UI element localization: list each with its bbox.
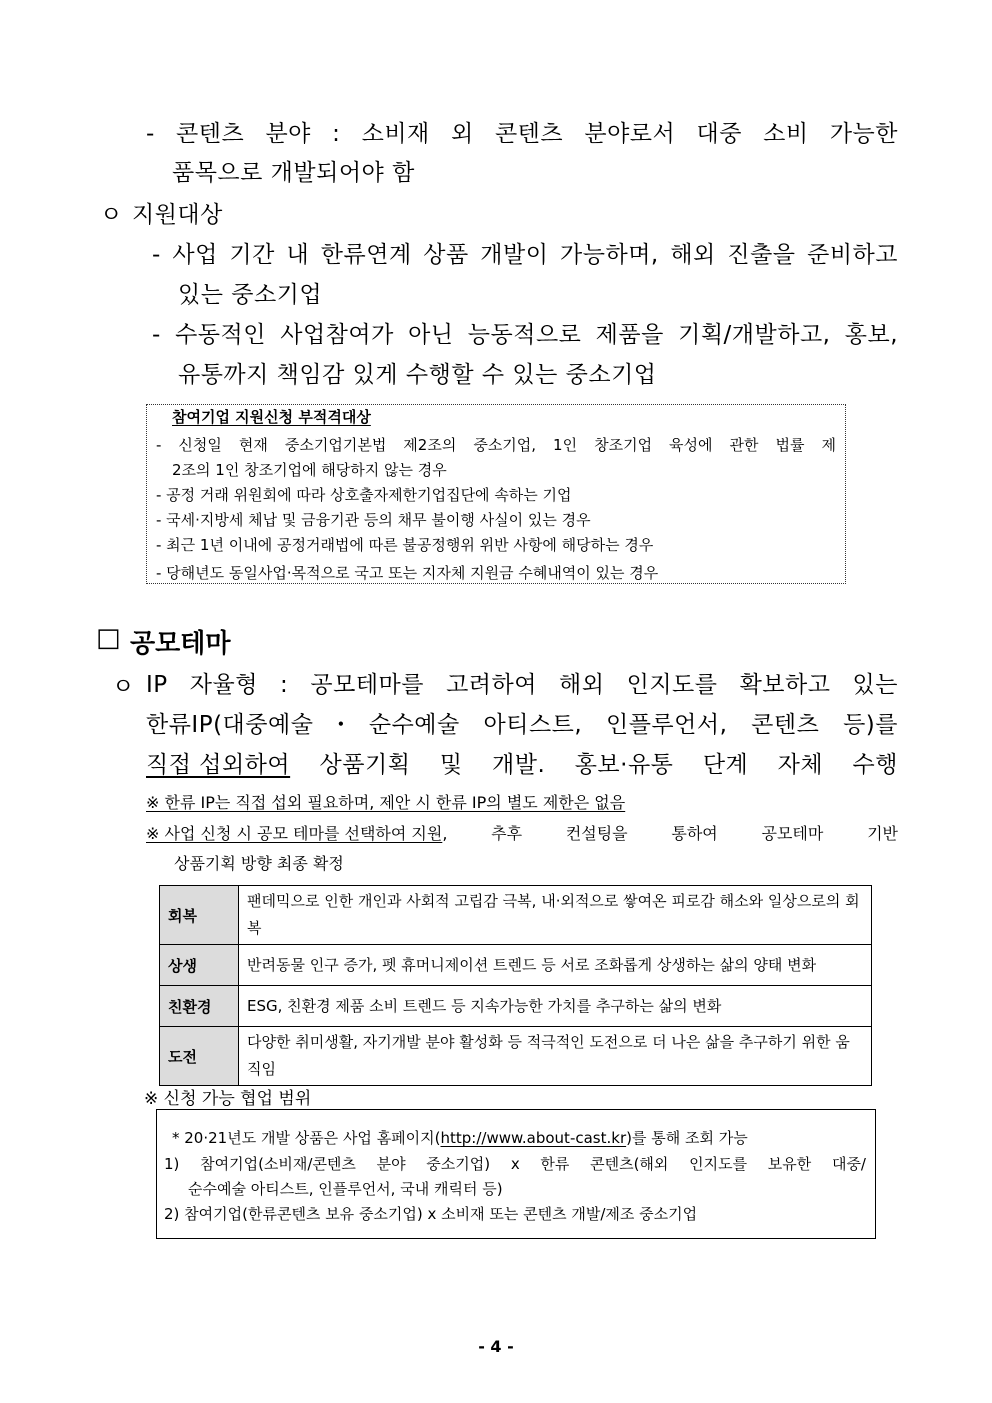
note2-rest: , 추후 컨설팅을 통하여 공모테마 기반 (442, 824, 898, 843)
theme-key: 상생 (160, 945, 239, 986)
ip-line2: 한류IP(대중예술・순수예술 아티스트, 인플루언서, 콘텐츠 등)를 (146, 712, 898, 738)
theme-row (160, 1027, 872, 1086)
collab-link[interactable]: http://www.about-cast.kr (440, 1129, 627, 1147)
theme-key: 친환경 (160, 986, 239, 1027)
target-item1-line2: 있는 중소기업 (178, 282, 323, 308)
ip-line3-rest: 상품기획 및 개발. 홍보·유통 단계 자체 수행 (290, 752, 898, 778)
theme-value: 팬데믹으로 인한 개인과 사회적 고립감 극복, 내·외적으로 쌓여온 피로감 해소와 일상으로의 회복 (239, 886, 872, 945)
collab-title: ※ 신청 가능 협업 범위 (144, 1089, 312, 1109)
theme-value: ESG, 친환경 제품 소비 트렌드 등 지속가능한 가치를 추구하는 삶의 변화 (239, 986, 872, 1027)
section-checkbox: □ (96, 623, 121, 653)
theme-row (160, 986, 872, 1027)
ip-line1: IP 자율형 : 공모테마를 고려하여 해외 인지도를 확보하고 있는 (146, 672, 898, 698)
ip-line3 (146, 746, 898, 779)
collab-item1-line1: 1) 참여기업(소비재/콘텐츠 분야 중소기업) x 한류 콘텐츠(해외 인지도를 보유한 대중/ (164, 1155, 866, 1173)
page-number: - 4 - (478, 1337, 514, 1356)
ip-bullet: ㅇ (112, 674, 135, 700)
ineligible-item4: - 최근 1년 이내에 공정거래법에 따른 불공정행위 위반 사항에 해당하는 경우 (156, 536, 654, 554)
target-item2-line2: 유통까지 책임감 있게 수행할 수 있는 중소기업 (178, 362, 657, 388)
note1-text: ※ 한류 IP는 직접 섭외 필요하며, 제안 시 한류 IP의 별도 제한은 없음 (146, 793, 626, 812)
section-title: 공모테마 (130, 629, 231, 659)
collab-item1-line2: 순수예술 아티스트, 인플루언서, 국내 캐릭터 등) (188, 1180, 503, 1198)
note2-underlined: ※ 사업 신청 시 공모 테마를 선택하여 지원 (146, 824, 443, 843)
ineligible-item2: - 공정 거래 위원회에 따라 상호출자제한기업집단에 속하는 기업 (156, 486, 572, 504)
ineligible-item1-line2: 2조의 1인 창조기업에 해당하지 않는 경우 (172, 461, 447, 479)
collab-note (172, 1127, 748, 1148)
collab-note-prefix: * 20·21년도 개발 상품은 사업 홈페이지( (172, 1129, 441, 1147)
theme-row (160, 886, 872, 945)
theme-value: 다양한 취미생활, 자기개발 분야 활성화 등 적극적인 도전으로 더 나은 삶을 추구하기 위한 움직임 (239, 1027, 872, 1086)
theme-value: 반려동물 인구 증가, 펫 휴머니제이션 트렌드 등 서로 조화롭게 상생하는 삶의 양태 변화 (239, 945, 872, 986)
target-title: 지원대상 (132, 202, 223, 228)
ineligible-item3: - 국세·지방세 체납 및 금융기관 등의 채무 불이행 사실이 있는 경우 (156, 511, 591, 529)
collab-item2: 2) 참여기업(한류콘텐츠 보유 중소기업) x 소비재 또는 콘텐츠 개발/제조 중소기업 (164, 1205, 698, 1223)
note2-line2: 상품기획 방향 최종 확정 (174, 854, 344, 873)
ineligible-title: 참여기업 지원신청 부적격대상 (172, 408, 371, 426)
note2 (146, 821, 898, 844)
ineligible-item5: - 당해년도 동일사업·목적으로 국고 또는 지자체 지원금 수혜내역이 있는 경우 (156, 564, 659, 582)
content-field-line2: 품목으로 개발되어야 함 (172, 160, 415, 186)
ip-line3-underlined: 직접 섭외하여 (146, 752, 291, 778)
target-item1-line1: - 사업 기간 내 한류연계 상품 개발이 가능하며, 해외 진출을 준비하고 (152, 242, 898, 268)
theme-key: 도전 (160, 1027, 239, 1086)
target-bullet: ㅇ (100, 202, 123, 228)
theme-row (160, 945, 872, 986)
theme-table (159, 885, 872, 1086)
content-field-line1: - 콘텐츠 분야 : 소비재 외 콘텐츠 분야로서 대중 소비 가능한 (146, 121, 898, 147)
theme-key: 회복 (160, 886, 239, 945)
collab-note-suffix: )를 통해 조회 가능 (626, 1129, 748, 1147)
ineligible-item1-line1: - 신청일 현재 중소기업기본법 제2조의 중소기업, 1인 창조기업 육성에 관한 법률 제 (156, 436, 836, 454)
note1 (146, 790, 625, 813)
target-item2-line1: - 수동적인 사업참여가 아닌 능동적으로 제품을 기획/개발하고, 홍보, (152, 322, 898, 348)
